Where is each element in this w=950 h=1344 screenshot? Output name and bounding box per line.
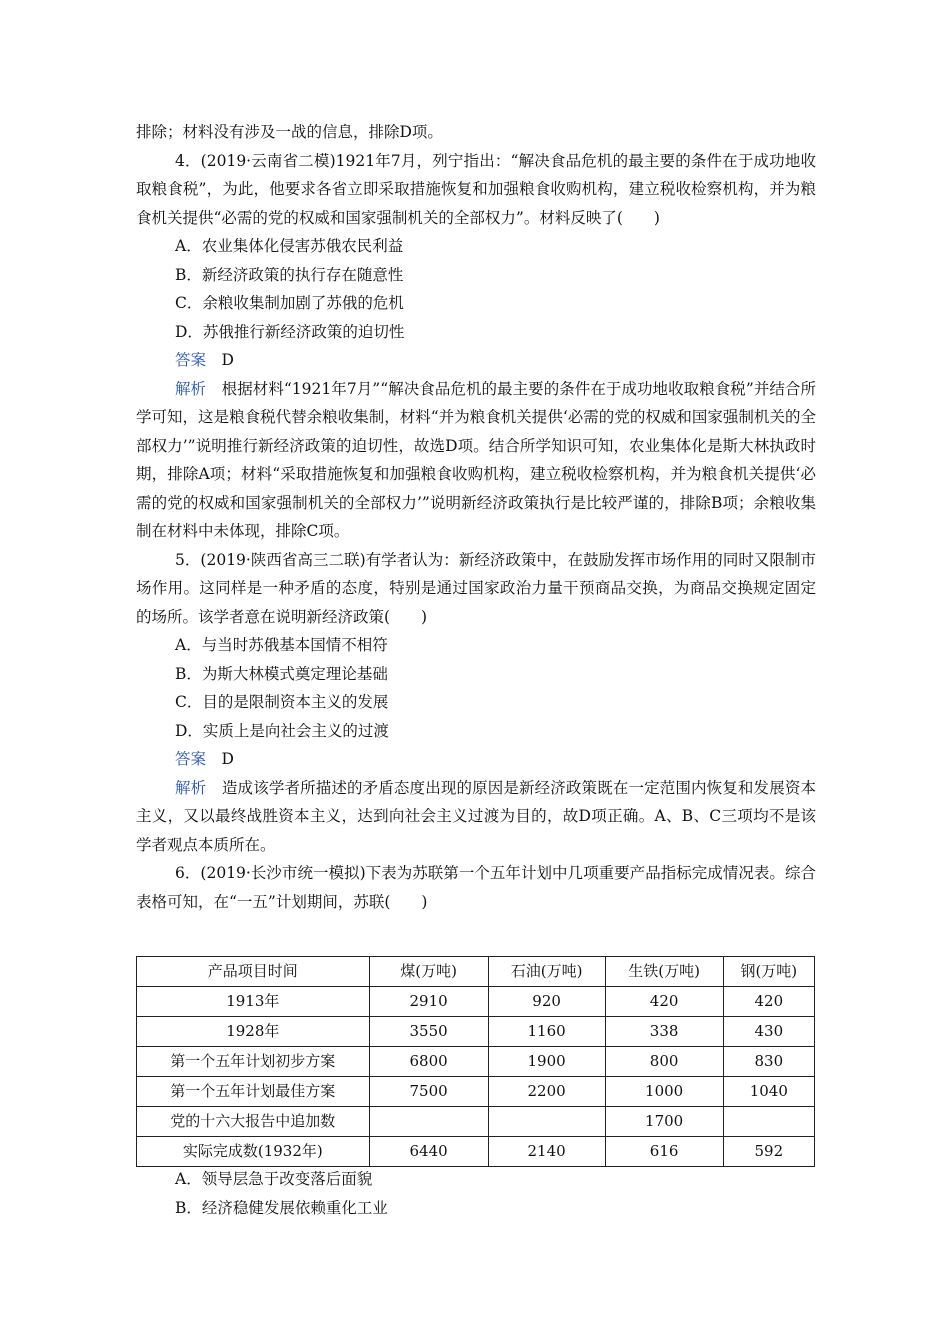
q4-option-c: C．余粮收集制加剧了苏俄的危机 bbox=[175, 294, 404, 312]
table-cell: 党的十六大报告中追加数 bbox=[137, 1107, 370, 1137]
q4-answer bbox=[136, 346, 816, 375]
table-cell: 2140 bbox=[488, 1137, 605, 1167]
table-header-cell: 钢(万吨) bbox=[723, 957, 814, 987]
table-cell: 920 bbox=[488, 987, 605, 1017]
table-cell: 第一个五年计划最佳方案 bbox=[137, 1077, 370, 1107]
table-cell: 2910 bbox=[369, 987, 488, 1017]
table-cell: 1000 bbox=[605, 1077, 723, 1107]
q4-option-d: D．苏俄推行新经济政策的迫切性 bbox=[175, 322, 405, 341]
table-header-cell: 生铁(万吨) bbox=[605, 957, 723, 987]
table-header-cell: 石油(万吨) bbox=[488, 957, 605, 987]
table-cell: 616 bbox=[605, 1137, 723, 1167]
table-row bbox=[137, 1047, 815, 1077]
table-cell: 3550 bbox=[369, 1017, 488, 1047]
q4-answer-label: 答案 bbox=[175, 351, 207, 369]
question-5-stem: 5．(2019·陕西省高三二联)有学者认为：新经济政策中，在鼓励发挥市场作用的同时又限制市场作用。这同样是一种矛盾的态度，特别是通过国家政治力量干预商品交换，为商品交换规定固定的场所。该学者意在说明新经济政策( ) bbox=[136, 550, 816, 626]
table-header-row bbox=[137, 957, 815, 987]
table-cell: 6800 bbox=[369, 1047, 488, 1077]
table-header-cell: 产品项目时间 bbox=[137, 957, 370, 987]
table-cell bbox=[369, 1107, 488, 1137]
production-table bbox=[136, 956, 815, 1167]
table-cell: 1040 bbox=[723, 1077, 814, 1107]
table-row bbox=[137, 1017, 815, 1047]
q5-option-b: B．为斯大林模式奠定理论基础 bbox=[175, 664, 388, 683]
q4-option-b: B．新经济政策的执行存在随意性 bbox=[175, 265, 404, 284]
q5-option-a: A．与当时苏俄基本国情不相符 bbox=[175, 636, 388, 654]
table-cell: 592 bbox=[723, 1137, 814, 1167]
table-cell bbox=[488, 1107, 605, 1137]
intro-text: 排除；材料没有涉及一战的信息，排除D项。 bbox=[136, 123, 443, 141]
table-cell: 1913年 bbox=[137, 987, 370, 1017]
q5-analysis bbox=[136, 774, 816, 860]
table-cell: 1160 bbox=[488, 1017, 605, 1047]
question-4-stem: 4．(2019·云南省二模)1921年7月，列宁指出：“解决食品危机的最主要的条件在于成功地收取粮食税”，为此，他要求各省立即采取措施恢复和加强粮食收购机构，建立税收检察机构，并为粮食机关提供“必需的党的权威和国家强制机关的全部权力”。材料反映了( ) bbox=[136, 151, 816, 227]
q5-answer bbox=[136, 745, 816, 774]
table-cell: 420 bbox=[723, 987, 814, 1017]
table-row bbox=[137, 1077, 815, 1107]
table-cell: 7500 bbox=[369, 1077, 488, 1107]
q5-analysis-text: 造成该学者所描述的矛盾态度出现的原因是新经济政策既在一定范围内恢复和发展资本主义，又以最终战胜资本主义，达到向社会主义过渡为目的，故D项正确。A、B、C三项均不是该学者观点本质所在。 bbox=[136, 778, 816, 854]
table-row bbox=[137, 987, 815, 1017]
q5-option-d: D．实质上是向社会主义的过渡 bbox=[175, 721, 389, 740]
table-cell: 430 bbox=[723, 1017, 814, 1047]
q5-answer-value: D bbox=[221, 750, 234, 768]
table-header-cell: 煤(万吨) bbox=[369, 957, 488, 987]
table-cell: 2200 bbox=[488, 1077, 605, 1107]
table-cell: 6440 bbox=[369, 1137, 488, 1167]
q4-analysis-text: 根据材料“1921年7月”“解决食品危机的最主要的条件在于成功地收取粮食税”并结合所学可知，这是粮食税代替余粮收集制，材料“并为粮食机关提供‘必需的党的权威和国家强制机关的全部权力’”说明推行新经济政策的迫切性，故选D项。结合所学知识可知，农业集体化是斯大林执政时期，排除A项；材料“采取措施恢复和加强粮食收购机构，建立税收检察机构，并为粮食机关提供‘必需的党的权威和国家强制机关的全部权力’”说明新经济政策执行是比较严谨的，排除B项；余粮收集制在材料中未体现，排除C项。 bbox=[136, 379, 816, 540]
q5-answer-label: 答案 bbox=[175, 750, 207, 768]
table-cell: 338 bbox=[605, 1017, 723, 1047]
table-row bbox=[137, 1107, 815, 1137]
table-cell: 第一个五年计划初步方案 bbox=[137, 1047, 370, 1077]
q6-option-a: A．领导层急于改变落后面貌 bbox=[175, 1170, 373, 1188]
q4-analysis bbox=[136, 375, 816, 546]
q4-answer-value: D bbox=[221, 351, 234, 369]
table-cell: 1900 bbox=[488, 1047, 605, 1077]
table-cell: 830 bbox=[723, 1047, 814, 1077]
table-cell: 420 bbox=[605, 987, 723, 1017]
q4-analysis-label: 解析 bbox=[175, 379, 207, 398]
q4-option-a: A．农业集体化侵害苏俄农民利益 bbox=[175, 237, 404, 255]
q6-option-b: B．经济稳健发展依赖重化工业 bbox=[175, 1198, 388, 1217]
q5-analysis-label: 解析 bbox=[175, 778, 207, 797]
table-cell: 实际完成数(1932年) bbox=[137, 1137, 370, 1167]
table-cell: 1928年 bbox=[137, 1017, 370, 1047]
table-cell bbox=[723, 1107, 814, 1137]
question-6-stem: 6．(2019·长沙市统一模拟)下表为苏联第一个五年计划中几项重要产品指标完成情况表。综合表格可知，在“一五”计划期间，苏联( ) bbox=[136, 864, 816, 911]
q6-options bbox=[136, 1165, 816, 1222]
document-body bbox=[136, 118, 816, 916]
table-cell: 1700 bbox=[605, 1107, 723, 1137]
table-cell: 800 bbox=[605, 1047, 723, 1077]
q5-option-c: C．目的是限制资本主义的发展 bbox=[175, 693, 389, 711]
table-row bbox=[137, 1137, 815, 1167]
